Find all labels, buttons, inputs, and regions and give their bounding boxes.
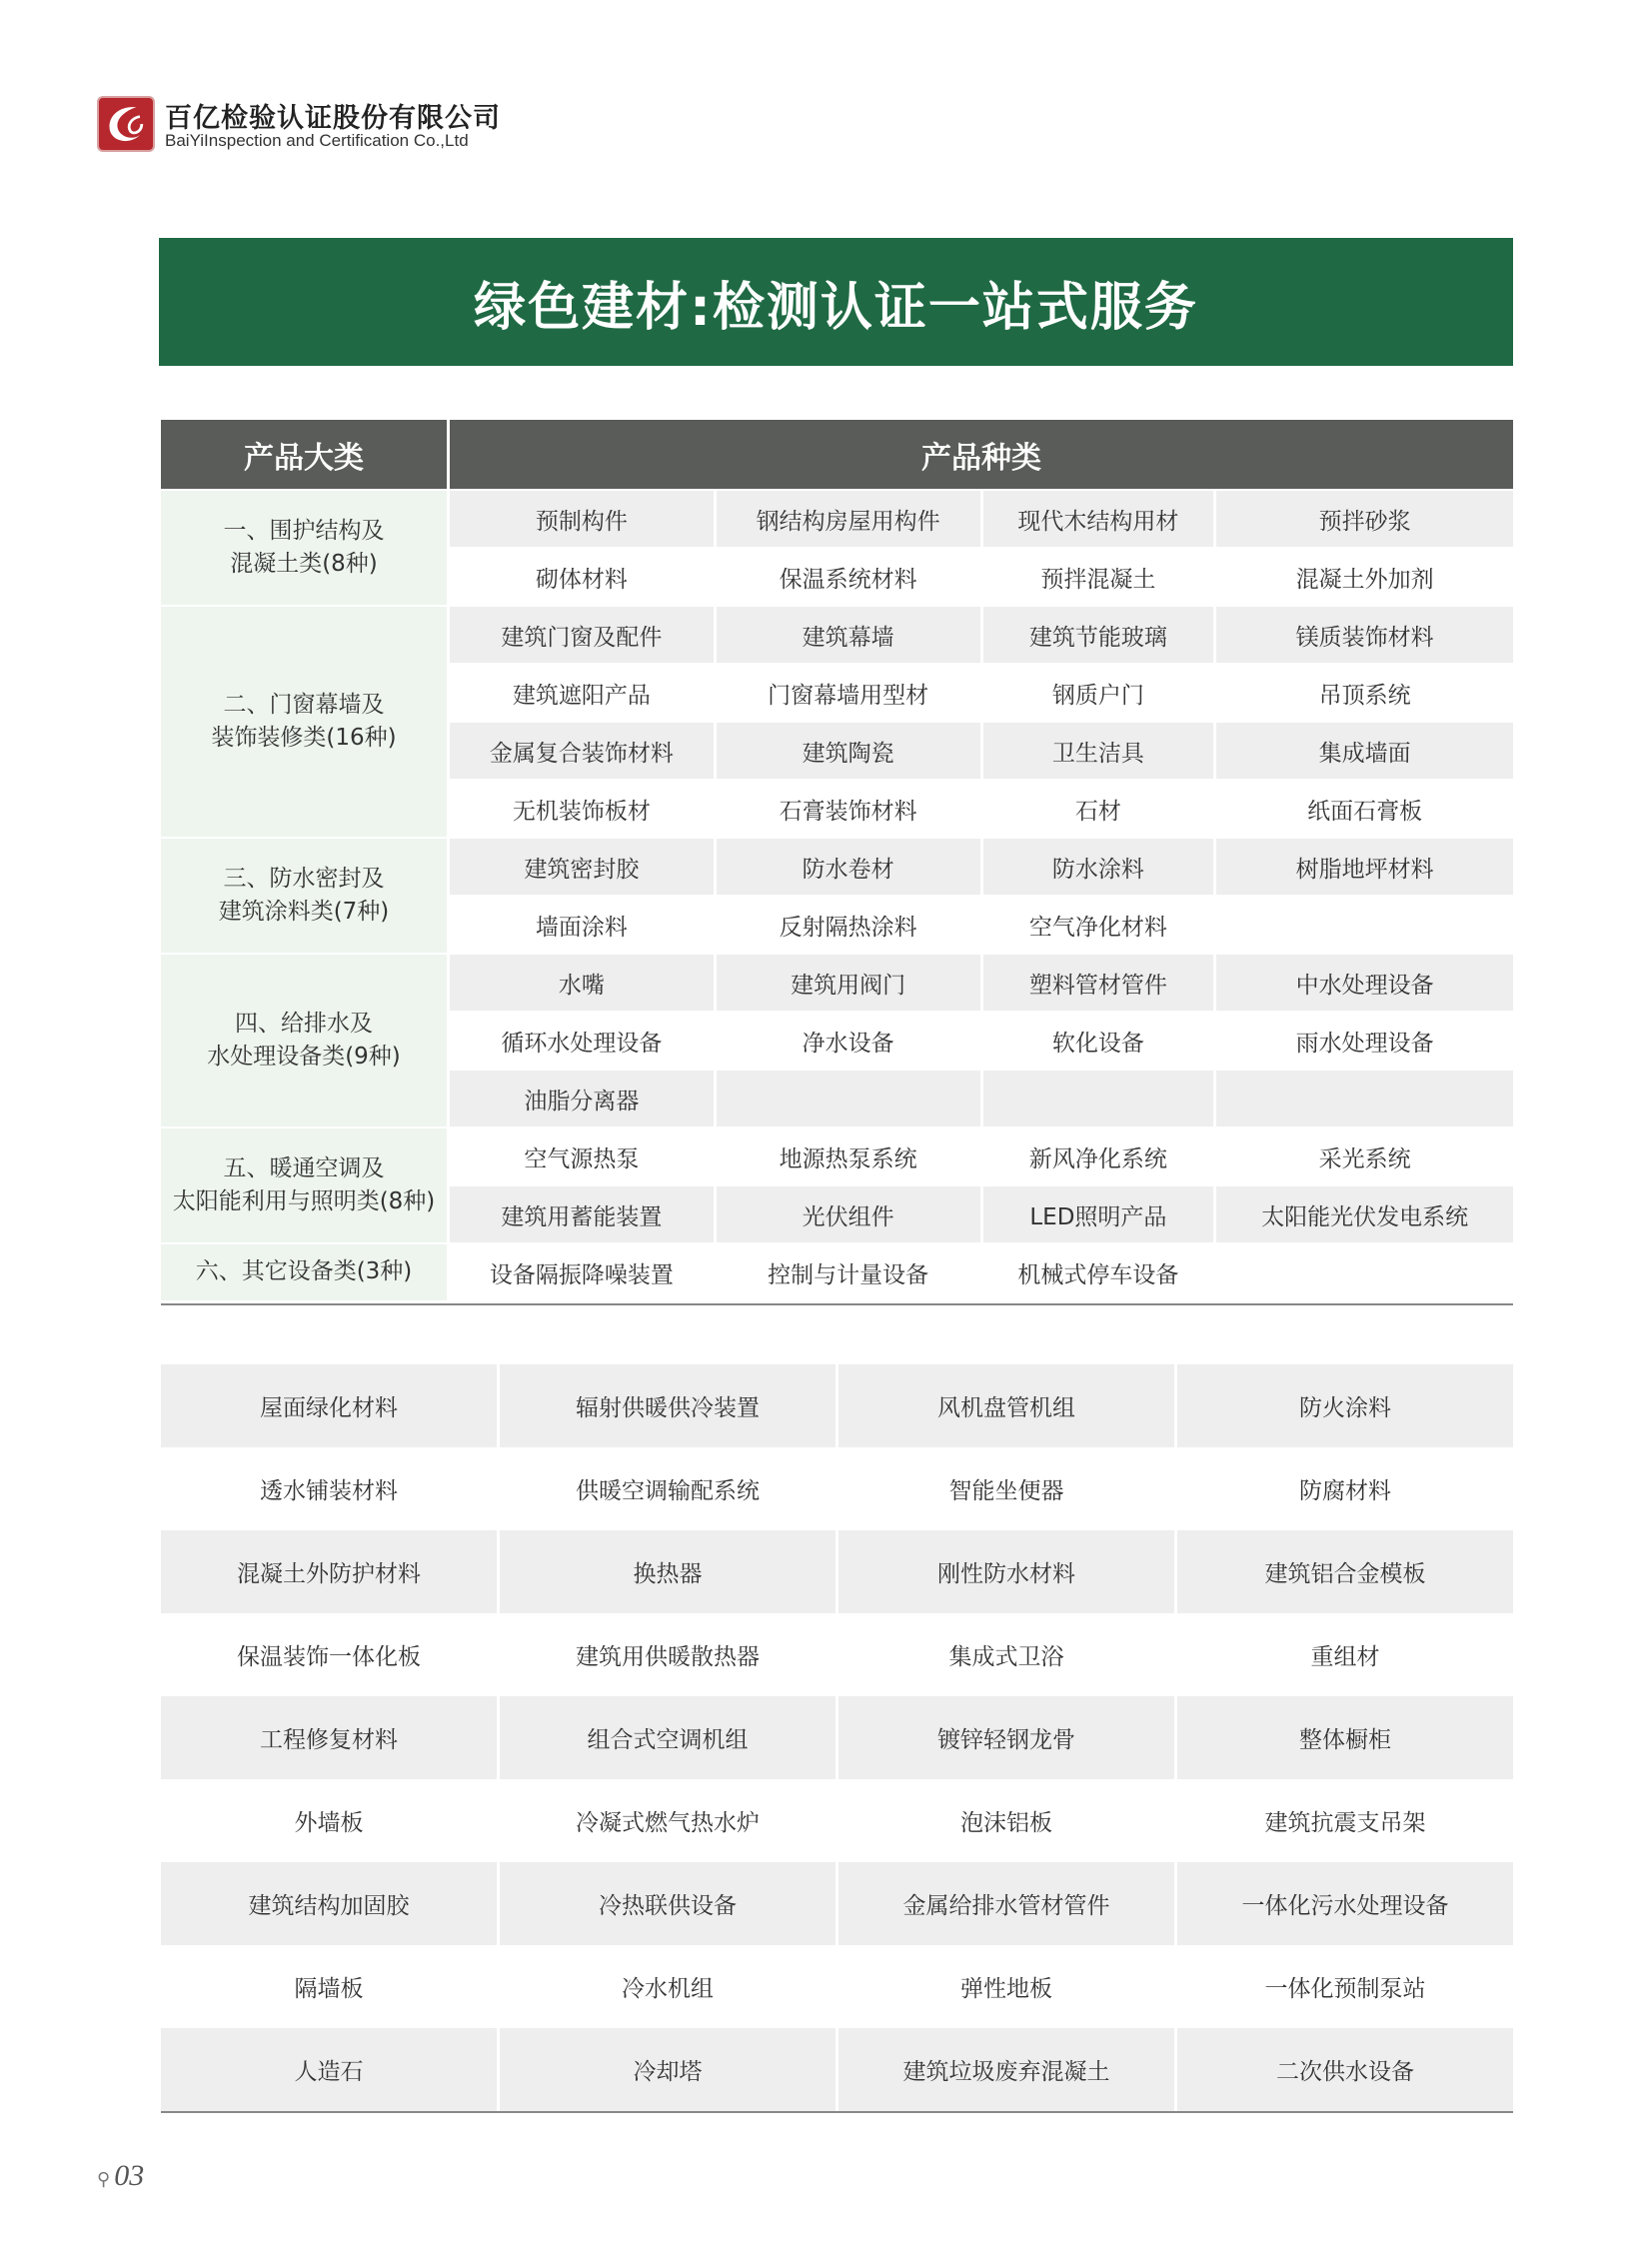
- table-row: [161, 1945, 1513, 2028]
- product-cell: 智能坐便器: [948, 1478, 1064, 1504]
- product-cell: 钢结构房屋用构件: [717, 489, 980, 547]
- company-name-cn: 百亿检验认证股份有限公司: [165, 103, 501, 134]
- table-row: [161, 1696, 1513, 1779]
- product-cell: 弹性地板: [960, 1976, 1052, 2002]
- product-cell: 设备隔振降噪装置: [450, 1242, 714, 1300]
- product-cell: 冷水机组: [622, 1976, 714, 2002]
- product-cell: 建筑垃圾废弃混凝土: [838, 2028, 1174, 2111]
- category-cell: [161, 953, 447, 1127]
- product-cell: 二次供水设备: [1177, 2028, 1513, 2111]
- pin-icon: ⚲: [97, 2169, 111, 2189]
- product-cell: 预拌砂浆: [1216, 489, 1513, 547]
- product-cell: 冷凝式燃气热水炉: [576, 1810, 760, 1836]
- product-cell: 纸面石膏板: [1216, 779, 1513, 837]
- product-cell: 光伏组件: [717, 1184, 980, 1242]
- product-cell: 空气源热泵: [450, 1127, 714, 1184]
- category-label: 二、门窗幕墙及: [223, 691, 385, 718]
- category-label: 混凝土类(8种): [230, 551, 378, 577]
- product-cell: 建筑结构加固胶: [161, 1862, 497, 1945]
- product-cell: 工程修复材料: [161, 1696, 497, 1779]
- product-cell: 集成墙面: [1216, 721, 1513, 779]
- product-cell: 建筑用供暖散热器: [576, 1644, 760, 1670]
- table-row: [161, 953, 1513, 1011]
- product-cell: 冷热联供设备: [500, 1862, 835, 1945]
- category-label: 一、围护结构及: [223, 517, 385, 544]
- product-cell: 空气净化材料: [983, 895, 1214, 953]
- product-cell: 一体化预制泵站: [1264, 1976, 1426, 2002]
- page-number-text: 03: [114, 2159, 145, 2192]
- product-cell: 现代木结构用材: [983, 489, 1214, 547]
- additional-products-table: [158, 1364, 1516, 2111]
- company-name-en: BaiYiInspection and Certification Co.,Ltd: [165, 131, 469, 150]
- product-cell: 雨水处理设备: [1216, 1011, 1513, 1069]
- product-cell: 建筑用蓄能装置: [450, 1184, 714, 1242]
- product-cell: 砌体材料: [450, 547, 714, 605]
- product-cell: [717, 1069, 980, 1127]
- category-label: 六、其它设备类(3种): [195, 1258, 413, 1285]
- product-cell: LED照明产品: [983, 1184, 1214, 1242]
- product-cell: 换热器: [500, 1530, 835, 1613]
- product-cell: 机械式停车设备: [983, 1242, 1214, 1300]
- product-cell: 树脂地坪材料: [1216, 837, 1513, 895]
- table-row: [161, 1530, 1513, 1613]
- category-label: 五、暖通空调及: [223, 1154, 385, 1181]
- product-cell: 防水涂料: [983, 837, 1214, 895]
- product-cell: 建筑遮阳产品: [450, 663, 714, 721]
- header-product-types: 产品种类: [450, 420, 1513, 489]
- category-label: 水处理设备类(9种): [207, 1044, 401, 1070]
- product-cell: 循环水处理设备: [450, 1011, 714, 1069]
- category-cell: [161, 489, 447, 605]
- product-cell: 混凝土外防护材料: [161, 1530, 497, 1613]
- product-cell: 新风净化系统: [983, 1127, 1214, 1184]
- product-cell: 防火涂料: [1177, 1364, 1513, 1447]
- product-cell: 净水设备: [717, 1011, 980, 1069]
- product-cell: [1216, 1242, 1513, 1300]
- product-cell: [1216, 895, 1513, 953]
- product-cell: 建筑密封胶: [450, 837, 714, 895]
- product-cell: 无机装饰板材: [450, 779, 714, 837]
- product-cell: 反射隔热涂料: [717, 895, 980, 953]
- product-cell: 保温系统材料: [717, 547, 980, 605]
- page-number: [97, 2159, 144, 2193]
- product-cell: 建筑门窗及配件: [450, 605, 714, 663]
- category-label: 装饰装修类(16种): [211, 725, 397, 751]
- product-cell: 镁质装饰材料: [1216, 605, 1513, 663]
- product-cell: 塑料管材管件: [983, 953, 1214, 1011]
- product-cell: 供暖空调输配系统: [576, 1478, 760, 1504]
- product-cell: 镀锌轻钢龙骨: [838, 1696, 1174, 1779]
- header-category: 产品大类: [161, 420, 447, 489]
- product-cell: 建筑陶瓷: [717, 721, 980, 779]
- product-cell: 水嘴: [450, 953, 714, 1011]
- product-cell: 建筑节能玻璃: [983, 605, 1214, 663]
- product-cell: 门窗幕墙用型材: [717, 663, 980, 721]
- product-cell: 软化设备: [983, 1011, 1214, 1069]
- category-label: 太阳能利用与照明类(8种): [172, 1188, 436, 1214]
- product-cell: 重组材: [1310, 1644, 1380, 1670]
- product-cell: [1216, 1069, 1513, 1127]
- table-row: [161, 1862, 1513, 1945]
- product-cell: 地源热泵系统: [717, 1127, 980, 1184]
- product-cell: 混凝土外加剂: [1216, 547, 1513, 605]
- product-cell: 屋面绿化材料: [161, 1364, 497, 1447]
- table-bottom-rule: [161, 1303, 1513, 1305]
- category-cell: [161, 605, 447, 837]
- product-cell: 防水卷材: [717, 837, 980, 895]
- product-cell: 预拌混凝土: [983, 547, 1214, 605]
- product-cell: 太阳能光伏发电系统: [1216, 1184, 1513, 1242]
- product-cell: [983, 1069, 1214, 1127]
- product-cell: 控制与计量设备: [717, 1242, 980, 1300]
- product-cell: 中水处理设备: [1216, 953, 1513, 1011]
- product-category-table: [158, 420, 1516, 1300]
- product-cell: 透水铺装材料: [260, 1478, 398, 1504]
- table-row: [161, 489, 1513, 547]
- table-row: [161, 1779, 1513, 1862]
- product-cell: 整体橱柜: [1177, 1696, 1513, 1779]
- product-cell: 石膏装饰材料: [717, 779, 980, 837]
- product-cell: 金属复合装饰材料: [450, 721, 714, 779]
- category-label: 四、给排水及: [235, 1010, 373, 1037]
- product-cell: 隔墙板: [294, 1976, 364, 2002]
- product-cell: 风机盘管机组: [838, 1364, 1174, 1447]
- product-cell: 建筑幕墙: [717, 605, 980, 663]
- product-cell: 建筑铝合金模板: [1177, 1530, 1513, 1613]
- table-row: [161, 605, 1513, 663]
- product-cell: 人造石: [161, 2028, 497, 2111]
- category-cell: [161, 1127, 447, 1242]
- product-cell: 冷却塔: [500, 2028, 835, 2111]
- product-cell: 卫生洁具: [983, 721, 1214, 779]
- product-cell: 保温装饰一体化板: [237, 1644, 421, 1670]
- table-row: [161, 1127, 1513, 1184]
- product-cell: 预制构件: [450, 489, 714, 547]
- page-title-banner: 绿色建材:检测认证一站式服务: [159, 238, 1513, 366]
- category-cell: [161, 1242, 447, 1300]
- product-cell: 建筑抗震支吊架: [1264, 1810, 1426, 1836]
- category-label: 建筑涂料类(7种): [218, 899, 390, 925]
- table-row: [161, 1613, 1513, 1696]
- table-row: [161, 1364, 1513, 1447]
- product-cell: 钢质户门: [983, 663, 1214, 721]
- product-cell: 吊顶系统: [1216, 663, 1513, 721]
- product-cell: 采光系统: [1216, 1127, 1513, 1184]
- product-cell: 辐射供暖供冷装置: [500, 1364, 835, 1447]
- table-row: [161, 837, 1513, 895]
- category-cell: [161, 837, 447, 953]
- product-cell: 油脂分离器: [450, 1069, 714, 1127]
- table-row: [161, 1447, 1513, 1530]
- product-cell: 刚性防水材料: [838, 1530, 1174, 1613]
- product-cell: 金属给排水管材管件: [838, 1862, 1174, 1945]
- product-cell: 石材: [983, 779, 1214, 837]
- category-label: 三、防水密封及: [223, 865, 385, 892]
- product-cell: 一体化污水处理设备: [1177, 1862, 1513, 1945]
- product-cell: 外墙板: [294, 1810, 364, 1836]
- product-cell: 集成式卫浴: [948, 1644, 1064, 1670]
- product-cell: 泡沫铝板: [960, 1810, 1052, 1836]
- product-cell: 建筑用阀门: [717, 953, 980, 1011]
- company-logo: [97, 96, 155, 152]
- table-row: [161, 1242, 1513, 1300]
- table-bottom-rule: [161, 2111, 1513, 2113]
- table-row: [161, 2028, 1513, 2111]
- product-cell: 组合式空调机组: [500, 1696, 835, 1779]
- product-cell: 防腐材料: [1299, 1478, 1391, 1504]
- product-cell: 墙面涂料: [450, 895, 714, 953]
